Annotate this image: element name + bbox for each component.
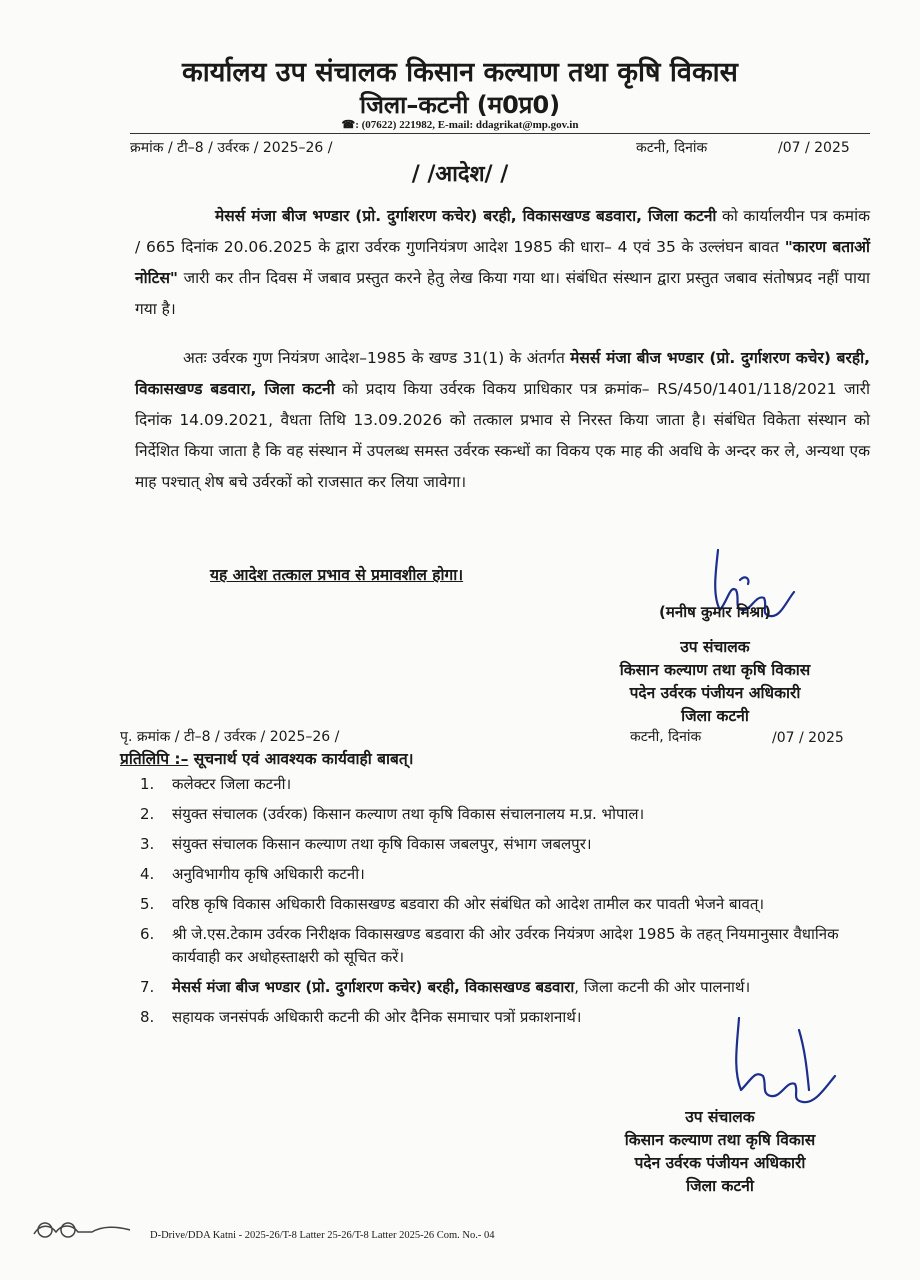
show-cause-notice: "कारण बताओं नोटिस": [135, 238, 871, 287]
designation-line: जिला कटनी: [681, 707, 749, 725]
firm-name: मेसर्स मंजा बीज भण्डार (प्रो. दुर्गाशरण कचेर) बरही, विकासखण्ड बडवारा, जिला कटनी: [135, 349, 870, 398]
copy-reference-number: पृ. क्रमांक / टी–8 / उर्वरक / 2025–26 /: [120, 729, 340, 745]
copy-to-heading: [120, 747, 414, 769]
scribble-mark: [30, 1216, 140, 1242]
copy-date-value: /07 / 2025: [772, 730, 844, 746]
paragraph-text: को कार्यालयीन पत्र कमांक / 665 दिनांक 20.06.2025 के द्वारा उर्वरक गुणनियंत्रण आदेश 1985 की धारा– 4 एवं 35 के उल्लंघन बावत: [135, 207, 870, 256]
signatory-name: (मनीष कुमार मिश्रा): [659, 603, 771, 621]
paragraph-notice: [135, 201, 870, 325]
reference-number: क्रमांक / टी–8 / उर्वरक / 2025–26 /: [130, 140, 333, 156]
list-item: 5. वरिष्ठ कृषि विकास अधिकारी विकासखण्ड बडवारा की ओर संबंधित को आदेश तामील कर पावती भेजने बावत्।: [140, 895, 765, 913]
firm-name: मेसर्स मंजा बीज भण्डार (प्रो. दुर्गाशरण कचेर) बरही, विकासखण्ड बडवारा, जिला कटनी: [215, 207, 717, 225]
list-item: 2. संयुक्त संचालक (उर्वरक) किसान कल्याण तथा कृषि विकास संचालनालय म.प्र. भोपाल।: [140, 805, 645, 823]
file-path-footer: D-Drive/DDA Katni - 2025-26/T-8 Latter 25-26/T-8 Latter 2025-26 Com. No.- 04: [150, 1230, 495, 1241]
order-effect-line: यह आदेश तत्काल प्रभाव से प्रमावशील होगा।: [210, 566, 464, 584]
list-item: 3. संयुक्त संचालक किसान कल्याण तथा कृषि विकास जबलपुर, संभाग जबलपुर।: [140, 835, 592, 853]
copy-to-purpose: सूचनार्थ एवं आवश्यक कार्यवाही बाबत्।: [188, 750, 414, 768]
header-rule: [130, 133, 870, 134]
contact-text: : (07622) 221982, E-mail: ddagrikat@mp.gov.in: [355, 119, 579, 131]
list-item: 4. अनुविभागीय कृषि अधिकारी कटनी।: [140, 865, 365, 883]
designation-line: उप संचालक: [685, 1108, 755, 1126]
signature-image: [715, 1010, 855, 1110]
paragraph-text: जारी कर तीन दिवस में जबाव प्रस्तुत करने हेतु लेख किया गया था। संबंधित संस्थान द्वारा प्रस्तुत जबाव संतोषप्रद नहीं पाया गया है।: [135, 269, 870, 318]
district-heading: जिला–कटनी (म0प्र0): [359, 91, 561, 119]
copy-to-label: प्रतिलिपि :–: [120, 750, 189, 768]
order-title: / /आदेश/ /: [411, 162, 509, 187]
designation-line: जिला कटनी: [686, 1177, 754, 1195]
designation-line: पदेन उर्वरक पंजीयन अधिकारी: [629, 684, 801, 702]
paragraph-order: [135, 343, 870, 498]
contact-line: [0, 118, 920, 131]
date-value: /07 / 2025: [778, 140, 850, 156]
designation-line: किसान कल्याण तथा कृषि विकास: [624, 1131, 816, 1149]
office-heading: कार्यालय उप संचालक किसान कल्याण तथा कृषि विकास: [182, 57, 738, 88]
place-date-label: कटनी, दिनांक: [636, 140, 708, 156]
list-item: 1. कलेक्टर जिला कटनी।: [140, 775, 292, 793]
list-item: 6. श्री जे.एस.टेकाम उर्वरक निरीक्षक विकासखण्ड बडवारा की ओर उर्वरक नियंत्रण आदेश 1985 के तहत् नियमानुसार वैधानिक कार्यवाही कर अधोहस्ताक्षरी को सूचित करें।: [140, 925, 839, 966]
paragraph-text: अतः उर्वरक गुण नियंत्रण आदेश–1985 के खण्ड 31(1) के अंतर्गत: [183, 349, 571, 367]
signatory-designation: [560, 636, 870, 728]
list-item: 8. सहायक जनसंपर्क अधिकारी कटनी की ओर दैनिक समाचार पत्रों प्रकाशनार्थ।: [140, 1008, 582, 1026]
designation-line: पदेन उर्वरक पंजीयन अधिकारी: [634, 1154, 806, 1172]
list-item: 7. मेसर्स मंजा बीज भण्डार (प्रो. दुर्गाशरण कचेर) बरही, विकासखण्ड बडवारा, जिला कटनी की ओर पालनार्थ।: [140, 978, 751, 996]
designation-line: किसान कल्याण तथा कृषि विकास: [619, 661, 811, 679]
paragraph-text: को प्रदाय किया उर्वरक विकय प्राधिकार पत्र क्रमांक– RS/450/1401/118/2021 जारी दिनांक 14.09.2021, वैधता तिथि 13.09.2026 को तत्काल प्रभाव से निरस्त किया जाता है। संबंधित विकेता संस्थान को निर्देशित किया जाता है कि वह संस्थान में उपलब्ध समस्त उर्वरक स्कन्धों का विकय एक माह की अवधि के अन्दर कर ले, अन्यथा एक माह पश्चात् शेष बचे उर्वरकों को राजसात कर लिया जावेगा।: [135, 380, 870, 491]
copy-place-date-label: कटनी, दिनांक: [630, 729, 702, 745]
copy-recipient-list: [140, 773, 862, 1036]
designation-line: उप संचालक: [680, 638, 750, 656]
phone-icon: ☎: [341, 119, 356, 131]
signatory-designation-2: [560, 1106, 880, 1198]
